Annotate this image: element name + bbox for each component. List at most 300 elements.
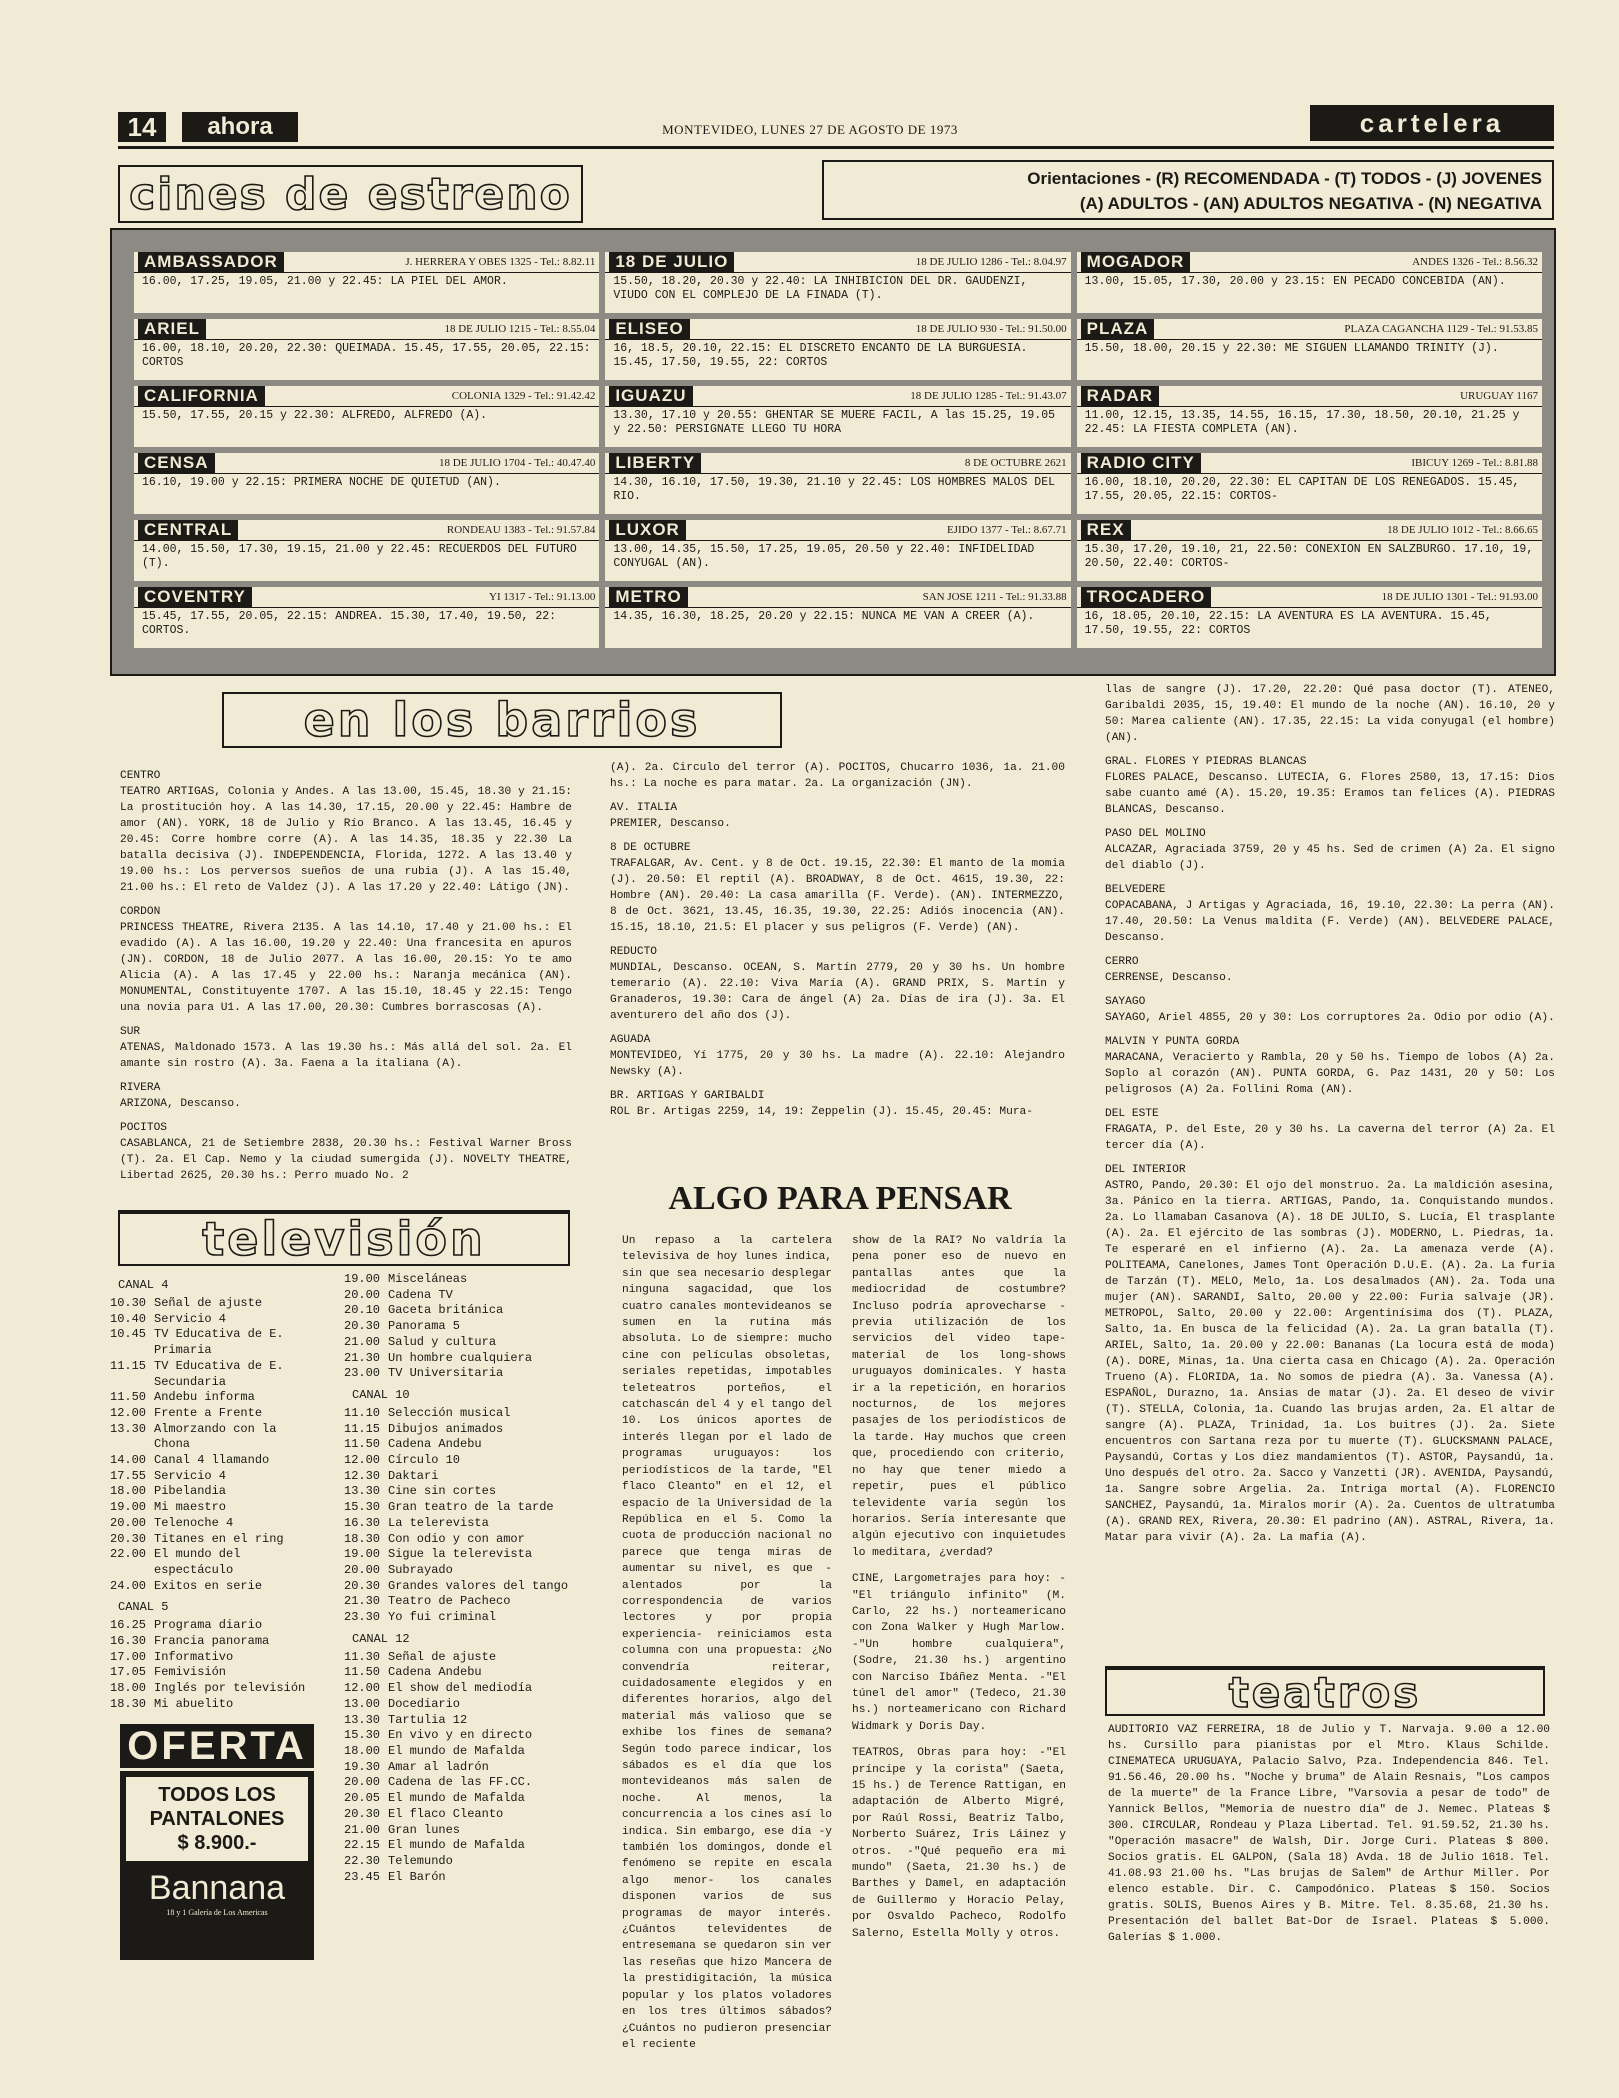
cinema-header	[134, 386, 599, 407]
tv-program-row	[344, 1272, 584, 1288]
tv-time: 11.10	[344, 1405, 381, 1420]
tv-program-row	[110, 1296, 310, 1312]
tv-program: La telerevista	[388, 1515, 489, 1530]
essay-teatros: TEATROS, Obras para hoy: -"El príncipe y la corista" (Saeta, 15 hs.) de Terence Rattigan, en adaptación de Alberto Migré, por Raúl Rossi, Beatriz Talbo, Norberto Suárez, Iris Láinez y otros. -"Qué pequeño era mi mundo" (Saeta, 21.30 hs.) de Barthes y Damel, en adaptación de Guillermo y Horacio Pelay, por Osvaldo Pacheco, Rodolfo Salerno, Estella Molly y otros.	[852, 1747, 1066, 1940]
cinema-address: 18 DE JULIO 1301 - Tel.: 91.93.00	[1381, 591, 1538, 603]
barrios-column-1	[120, 760, 572, 1184]
tv-time: 17.05	[110, 1665, 147, 1680]
barrio-heading: DEL ESTE	[1105, 1108, 1159, 1120]
barrio-heading: BR. ARTIGAS Y GARIBALDI	[610, 1090, 765, 1102]
tv-program-row	[344, 1791, 584, 1807]
cinema-name: RADAR	[1081, 386, 1159, 406]
cinema-header	[605, 453, 1070, 474]
estreno-header-box	[118, 165, 583, 223]
barrio-heading: GRAL. FLORES Y PIEDRAS BLANCAS	[1105, 756, 1307, 768]
tv-program-row	[344, 1516, 584, 1532]
tv-program-row	[110, 1547, 310, 1578]
tv-program-row	[344, 1335, 584, 1351]
tv-program-row	[110, 1406, 310, 1422]
teatros-header-box	[1105, 1666, 1545, 1716]
essay-column-2	[852, 1233, 1066, 1942]
ad-brand: Bannana	[148, 1869, 286, 1907]
cinema-listing	[1077, 252, 1542, 313]
tv-program-row	[344, 1665, 584, 1681]
cinema-name: ELISEO	[609, 319, 689, 339]
tv-program-row	[344, 1469, 584, 1485]
tv-time: 20.10	[344, 1303, 381, 1318]
tv-title: televisión	[202, 1212, 486, 1266]
tv-program-row	[110, 1516, 310, 1532]
tv-program: En vivo y en directo	[388, 1728, 533, 1743]
tv-program: El mundo de Mafalda	[388, 1743, 525, 1758]
tv-program: El mundo del espectáculo	[154, 1547, 241, 1577]
tv-program-row	[110, 1532, 310, 1548]
orientaciones-line1: Orientaciones - (R) RECOMENDADA - (T) TODOS - (J) JOVENES	[1027, 169, 1542, 188]
cinema-listing	[605, 319, 1070, 380]
barrio-listing: SAYAGO, Ariel 4855, 20 y 30: Los corruptores 2a. Odio por odio (A).	[1105, 1012, 1555, 1024]
cinema-listing	[1077, 319, 1542, 380]
cinema-address: RONDEAU 1383 - Tel.: 91.57.84	[446, 524, 596, 536]
cinema-name: CENTRAL	[138, 520, 238, 540]
cinema-name: ARIEL	[138, 319, 206, 339]
cinema-listing	[134, 252, 599, 313]
tv-program-row	[110, 1618, 310, 1634]
cinema-listing	[1077, 520, 1542, 581]
barrios-title: en los barrios	[303, 693, 701, 747]
tv-listing-left	[110, 1272, 310, 1713]
tv-program-row	[110, 1681, 310, 1697]
tv-program: El show del mediodía	[388, 1681, 533, 1696]
tv-time: 22.30	[344, 1853, 381, 1868]
tv-program: Grandes valores del tango	[388, 1578, 569, 1593]
tv-time: 15.30	[344, 1500, 381, 1515]
cinema-showtimes: 16.10, 19.00 y 22.15: PRIMERA NOCHE DE QUIETUD (AN).	[142, 476, 501, 489]
tv-program: El mundo de Mafalda	[388, 1791, 525, 1806]
tv-time: 12.00	[344, 1681, 381, 1696]
tv-time: 13.00	[344, 1696, 381, 1711]
newspaper-logo: ahora	[182, 112, 298, 142]
tv-time: 11.50	[344, 1665, 381, 1680]
cinema-address: 18 DE JULIO 1215 - Tel.: 8.55.04	[444, 323, 596, 335]
barrios-column-2	[610, 760, 1065, 1120]
barrio-heading: AV. ITALIA	[610, 802, 678, 814]
tv-program-row	[110, 1634, 310, 1650]
tv-time: 24.00	[110, 1578, 147, 1593]
tv-channel-heading: CANAL 10	[352, 1387, 410, 1402]
tv-program-row	[344, 1288, 584, 1304]
tv-program: Docediario	[388, 1696, 461, 1711]
tv-time: 20.30	[344, 1578, 381, 1593]
tv-program: Cadena Andebu	[388, 1437, 482, 1452]
tv-program-row	[344, 1406, 584, 1422]
tv-time: 13.30	[344, 1712, 381, 1727]
tv-program: Frente a Frente	[154, 1405, 263, 1420]
tv-program-row	[344, 1437, 584, 1453]
cinema-address: 8 DE OCTUBRE 2621	[964, 457, 1067, 469]
cinema-showtimes: 11.00, 12.15, 13.35, 14.55, 16.15, 17.30, 18.50, 20.10, 21.25 y 22.45: LA FIESTA COMPLETA (AN).	[1084, 409, 1520, 436]
tv-time: 19.00	[344, 1547, 381, 1562]
cinema-name: 18 DE JULIO	[609, 252, 734, 272]
tv-program-row	[344, 1807, 584, 1823]
barrio-heading: PASO DEL MOLINO	[1105, 828, 1206, 840]
tv-time: 19.30	[344, 1759, 381, 1774]
tv-program: Servicio 4	[154, 1468, 227, 1483]
cinema-header	[605, 386, 1070, 407]
tv-program-row	[110, 1579, 310, 1595]
tv-time: 18.30	[110, 1696, 147, 1711]
barrio-heading: MALVIN Y PUNTA GORDA	[1105, 1036, 1240, 1048]
essay-text-cont: show de la RAI? No valdría la pena poner eso de nuevo en pantallas antes que la mediocridad de costumbre? Incluso podría aprovecharse -previa utilización de los servicios del video tape- material de los long-shows uruguayos dominicales. Y hasta ir a la repetición, en horarios nocturnos, de los mejores pasajes de los periodísticos de la tarde. Hay muchos que creen que, procediendo con criterio, no hay que tener miedo a repetir, pues el público televidente varía según los horarios. Sería interesante que algún ejecutivo con inquietudes lo meditara, ¿verdad?	[852, 1235, 1066, 1559]
cinema-name: CALIFORNIA	[138, 386, 265, 406]
barrio-heading: CENTRO	[120, 770, 161, 782]
tv-time: 12.00	[110, 1405, 147, 1420]
tv-time: 21.00	[344, 1822, 381, 1837]
tv-program-row	[110, 1697, 310, 1713]
tv-time: 11.30	[344, 1649, 381, 1664]
tv-program-row	[344, 1610, 584, 1626]
barrio-listing: MARACANA, Veracierto y Rambla, 20 y 50 hs. Tiempo de lobos (A) 2a. Soplo al corazón (AN). PUNTA GORDA, G. Paz 1431, 20 y 50: Los peligrosos (A) 2a. Follini Roma (AN).	[1105, 1052, 1555, 1096]
tv-program: Titanes en el ring	[154, 1531, 284, 1546]
barrio-listing: CASABLANCA, 21 de Setiembre 2838, 20.30 hs.: Festival Warner Bross (T). 2a. El Cap. Nemo y la ciudad sumergida (J). NOVELTY THEATRE, Libertad 2625, 20.30 hs.: Perro muado No. 2	[120, 1138, 572, 1182]
tv-program-row	[344, 1319, 584, 1335]
cinema-header	[1077, 520, 1542, 541]
barrio-listing: TRAFALGAR, Av. Cent. y 8 de Oct. 19.15, 22.30: El manto de la momia (J). 20.50: El reptil (A). BROADWAY, 8 de Oct. 4615, 19.30, 22: Hombre (AN). 20.40: La casa amarilla (F. Verde). (AN). INTERMEZZO, 8 de Oct. 3621, 13.45, 16.35, 19.30, 22.25: Adiós inocencia (AN). 15.15, 18.10, 21.5: El placer y sus peligros (F. Verde) (AN).	[610, 858, 1065, 934]
cinema-listing	[134, 386, 599, 447]
tv-time: 16.30	[344, 1515, 381, 1530]
cinema-showtimes: 15.30, 17.20, 19.10, 21, 22.50: CONEXION EN SALZBURGO. 17.10, 19, 20.50, 22.40: CORTOS-	[1084, 543, 1534, 570]
cinema-header	[1077, 386, 1542, 407]
tv-program: Cadena TV	[388, 1287, 453, 1302]
barrio-listing: MUNDIAL, Descanso. OCEAN, S. Martín 2779, 20 y 30 hs. Un hombre temerario (A). 22.10: Viva María (A). GRAND PRIX, S. Martín y Granaderos, 19.30: Cara de ángel (A) 2a. Días de ira (J). 3a. El aventurero del año dos (J).	[610, 962, 1065, 1022]
tv-program-row	[110, 1469, 310, 1485]
cines-grid	[110, 228, 1556, 676]
ad-headline: OFERTA	[120, 1724, 314, 1771]
tv-program-row	[344, 1453, 584, 1469]
cinema-name: RADIO CITY	[1081, 453, 1201, 473]
tv-program: El Barón	[388, 1869, 446, 1884]
tv-program-row	[344, 1303, 584, 1319]
barrio-listing: llas de sangre (J). 17.20, 22.20: Qué pasa doctor (T). ATENEO, Garibaldi 2035, 15, 19.40: El mundo de la noche (AN). 16.10, 20 y 50: Marea caliente (AN). 17.35, 22.15: La vida conyugal (el hombre) (AN).	[1105, 684, 1555, 744]
cinema-address: URUGUAY 1167	[1460, 390, 1538, 402]
tv-program-row	[110, 1422, 310, 1453]
tv-time: 20.00	[110, 1515, 147, 1530]
cinema-showtimes: 14.00, 15.50, 17.30, 19.15, 21.00 y 22.45: RECUERDOS DEL FUTURO (T).	[142, 543, 577, 570]
barrio-heading: AGUADA	[610, 1034, 651, 1046]
cinema-showtimes: 16.00, 17.25, 19.05, 21.00 y 22.45: LA PIEL DEL AMOR.	[142, 275, 508, 288]
barrio-heading: CORDON	[120, 906, 161, 918]
tv-time: 14.00	[110, 1453, 147, 1468]
bannana-ad	[120, 1724, 314, 1960]
tv-program-row	[344, 1838, 584, 1854]
cinema-header	[1077, 319, 1542, 340]
cinema-name: METRO	[609, 587, 687, 607]
tv-program: Un hombre cualquiera	[388, 1350, 533, 1365]
barrio-heading: BELVEDERE	[1105, 884, 1166, 896]
tv-time: 18.30	[344, 1531, 381, 1546]
tv-time: 20.05	[344, 1791, 381, 1806]
barrio-heading: POCITOS	[120, 1122, 167, 1134]
tv-program-row	[344, 1744, 584, 1760]
tv-time: 16.30	[110, 1634, 147, 1649]
barrio-heading: SAYAGO	[1105, 996, 1146, 1008]
cinema-header	[134, 520, 599, 541]
tv-program: Sigue la telerevista	[388, 1547, 533, 1562]
tv-program-row	[344, 1594, 584, 1610]
tv-program-row	[110, 1500, 310, 1516]
tv-time: 19.00	[110, 1500, 147, 1515]
cinema-address: PLAZA CAGANCHA 1129 - Tel.: 91.53.85	[1344, 323, 1538, 335]
tv-program-row	[344, 1563, 584, 1579]
tv-program-row	[344, 1775, 584, 1791]
tv-program: Gran teatro de la tarde	[388, 1500, 554, 1515]
barrio-heading: REDUCTO	[610, 946, 657, 958]
cinema-showtimes: 14.35, 16.30, 18.25, 20.20 y 22.15: NUNCA ME VAN A CREER (A).	[613, 610, 1035, 623]
teatros-title: teatros	[1228, 1667, 1422, 1717]
essay-cine: CINE, Largometrajes para hoy: -"El triángulo infinito" (M. Carlo, 22 hs.) norteamericano con Zona Walker y Hugh Marlow. -"Un hombre cualquiera", (Sodre, 21.30 hs.) argentino con Narciso Ibáñez Menta. -"El túnel del amor" (Tedeco, 21.30 hs.) norteamericano con Richard Widmark y Doris Day.	[852, 1573, 1066, 1733]
tv-program: Gaceta británica	[388, 1303, 504, 1318]
barrio-listing: PREMIER, Descanso.	[610, 818, 731, 830]
tv-time: 21.30	[344, 1594, 381, 1609]
teatros-text: AUDITORIO VAZ FERREIRA, 18 de Julio y T. Narvaja. 9.00 a 12.00 hs. Cursillo para pianistas por el Mtro. Klaus Schilde. CINEMATECA URUGUAYA, Palacio Salvo, Pza. Independencia 846. Tel. 91.56.46, 20.00 hs. "Noche y bruma" de Alain Resnais, "Los campos de la muerte" de la France Libre, "Varsovia a pesar de todo" de Yannick Bellos, "Memoria de nuestro día" de J. Nemec. Plateas $ 300. CIRCULAR, Rondeau y Plaza Libertad. Tel. 91.59.52, 21.30 hs. "Operación masacre" de Walsh, Dir. Jorge Curi. Plateas $ 800. Socios gratis. EL GALPON, (Sala 18) Avda. 18 de Julio 1618. Tel. 41.08.93 21.00 hs. "Las brujas de Salem" de Arthur Miller. Por elenco estable. Dir. C. Campodónico. Plateas $ 150. Socios gratis. SOLIS, Buenos Aires y B. Mitre. Tel. 8.35.68, 21.30 hs. Presentación del ballet Bat-Dor de Israel. Plateas $ 5.000. Galerías $ 1.000.	[1108, 1724, 1550, 1944]
estreno-title: cines de estreno	[129, 168, 572, 220]
tv-time: 22.00	[110, 1547, 147, 1562]
tv-time: 21.00	[344, 1334, 381, 1349]
tv-time: 11.50	[344, 1437, 381, 1452]
tv-program: Dibujos animados	[388, 1421, 504, 1436]
tv-program: Programa diario	[154, 1618, 263, 1633]
tv-time: 13.30	[344, 1484, 381, 1499]
cinema-listing	[134, 453, 599, 514]
barrio-heading: SUR	[120, 1026, 141, 1038]
barrio-listing: ALCAZAR, Agraciada 3759, 20 y 45 hs. Sed de crimen (A) 2a. El signo del diablo (J).	[1105, 844, 1555, 872]
tv-time: 23.00	[344, 1366, 381, 1381]
barrio-listing: PRINCESS THEATRE, Rivera 2135. A las 14.10, 17.40 y 21.00 hs.: El evadido (A). A las 16.00, 19.20 y 22.40: Una francesita en apuros (JN). CORDON, 18 de Julio 2077. A las 16.00, 20.15: Yo te amo Alicia (A). A las 17.45 y 22.00 hs.: Naranja mecánica (AN). MONUMENTAL, Constituyente 1707. A las 15.10, 18.45 y 22.15: Tengo una novia para U1. A las 17.00, 20.30: Cumbres borrascosas (A).	[120, 922, 572, 1014]
tv-program-row	[344, 1422, 584, 1438]
cinema-showtimes: 16.00, 18.10, 20.20, 22.30: EL CAPITAN DE LOS RENEGADOS. 15.45, 17.55, 20.05, 22.15: CORTOS-	[1084, 476, 1520, 503]
tv-program: Misceláneas	[388, 1272, 468, 1286]
barrio-heading: RIVERA	[120, 1082, 161, 1094]
cinema-showtimes: 16, 18.05, 20.10, 22.15: LA AVENTURA ES LA AVENTURA. 15.45, 17.50, 19.55, 22: CORTOS	[1084, 610, 1492, 637]
cinema-showtimes: 14.30, 16.10, 17.50, 19.30, 21.10 y 22.45: LOS HOMBRES MALOS DEL RIO.	[613, 476, 1055, 503]
tv-time: 20.30	[344, 1806, 381, 1821]
tv-program: Canal 4 llamando	[154, 1453, 270, 1468]
tv-program: Exitos en serie	[154, 1578, 263, 1593]
tv-program-row	[110, 1390, 310, 1406]
tv-time: 20.30	[110, 1531, 147, 1546]
tv-program: Subrayado	[388, 1562, 453, 1577]
cinema-address: SAN JOSE 1211 - Tel.: 91.33.88	[922, 591, 1067, 603]
tv-program: Señal de ajuste	[154, 1296, 263, 1310]
tv-time: 22.15	[344, 1838, 381, 1853]
tv-program-row	[344, 1681, 584, 1697]
tv-program-row	[110, 1327, 310, 1358]
page-number: 14	[118, 112, 166, 142]
tv-program-row	[344, 1547, 584, 1563]
cinema-showtimes: 15.50, 17.55, 20.15 y 22.30: ALFREDO, ALFREDO (A).	[142, 409, 488, 422]
tv-program: Panorama 5	[388, 1319, 461, 1334]
tv-program-row	[110, 1484, 310, 1500]
cinema-showtimes: 15.45, 17.55, 20.05, 22.15: ANDREA. 15.30, 17.40, 19.50, 22: CORTOS.	[142, 610, 557, 637]
tv-program: Amar al ladrón	[388, 1759, 489, 1774]
tv-program-row	[344, 1823, 584, 1839]
tv-program: TV Universitaria	[388, 1366, 504, 1381]
tv-program-row	[110, 1650, 310, 1666]
cinema-header	[134, 587, 599, 608]
tv-program: Teatro de Pacheco	[388, 1594, 511, 1609]
tv-program: Almorzando con la Chona	[154, 1421, 277, 1452]
cinema-address: 18 DE JULIO 1012 - Tel.: 8.66.65	[1387, 524, 1538, 536]
cinema-name: CENSA	[138, 453, 215, 473]
cinema-header	[605, 520, 1070, 541]
cinema-address: YI 1317 - Tel.: 91.13.00	[489, 591, 596, 603]
essay-column-1: Un repaso a la cartelera televisiva de hoy lunes indica, sin que sea necesario desplegar ninguna sagacidad, que los cuatro canales montevideanos se sumen en la rutina más absoluta. Lo de siempre: mucho cine con películas obsoletas, seriales repetidas, impotables teleteatros porteños, el catchascán del 4 y el tango del 10. Los únicos aportes de interés llegan por el lado de programas uruguayos: los periodísticos de la tarde, "El flaco Cleanto" en el 12, el espacio de la Universidad de la República en el 5. Como la cuota de producción nacional no parece que tenga miras de aumentar su nivel, es que -alentados por la correspondencia de varios lectores y por propia experiencia- reiniciamos esta columna con una propuesta: ¿No convendría reiterar, cuidadosamente elegidos y en diferentes horarios, algo del material más valioso que se exhibe los fines de semana? Según todo parece indicar, los sábados es el día que los montevideanos más salen de noche. Al menos, la concurrencia a los cines así lo indica. Sin embargo, ese día -y también los domingos, donde el fenómeno se repite en escala algo menor- los canales disponen varios de sus programas de mayor interés. ¿Cuántos televidentes de entresemana se quedaron sin ver las reseñas que hizo Mancera de la prestidigitación, la música popular y los platos voladores en los tres últimos sábados? ¿Cuántos no pudieron presenciar el reciente	[622, 1235, 832, 2051]
tv-time: 18.00	[344, 1743, 381, 1758]
barrio-listing: ASTRO, Pando, 20.30: El ojo del monstruo. 2a. La maldición asesina, 3a. Pánico en la tierra. ARTIGAS, Pando, 1a. Conquistando mundos. 2a. Lo llamaban Casanova (A). 18 DE JULIO, S. Lucía, El trasplante (A). 2a. El ejército de las sombras (J). MODERNO, L. Piedras, 1a. Te esperaré en el infierno (A). 2a. La amenaza verde (A). POLITEAMA, Canelones, James Tont Operación D.U.E. (A). 2a. La furia de Tarzán (T). MELO, Melo, 1a. Los desalmados (AN). 2a. Toda una mujer (AN). SARANDI, Salto, 20.00 y 22.00: Furia salvaje (JR). METROPOL, Salto, 20.00 y 22.00: Argentinísima dos (T). PLAZA, Salto, 1a. En busca de la felicidad (A). 2a. La gran batalla (T). ARIEL, Salto, 1a. 20.00 y 22.00: Bananas (La locura está de moda) (A). DORE, Minas, 1a. Una cierta casa en Chicago (A). 2a. Operación Trueno (A). FLORIDA, 1a. No somos de piedra (A). 3a. Vanessa (A). ESPAÑOL, Durazno, 1a. Ansias de matar (J). 2a. El deseo de vivir (T). STELLA, Colonia, 1a. Cuando las brujas arden, 2a. El altar de sangre (A). PLAZA, Trinidad, 1a. Los buitres (J). 2a. Siete encuentros con Sartana reza por tu muerte (T). GLUCKSMANN PALACE, Paysandú, Cortas y Los diez mandamientos (T). ASTOR, Paysandú, 1a. Uno después del otro. 2a. Sacco y Vanzetti (JR). AVENIDA, Paysandú, 1a. Sangre sobre Argelia. 2a. Intriga mortal (A). FLORENCIO SANCHEZ, Paysandú, 1a. Miralos morir (A). 2a. Cuentos de ultratumba (A). GRAND REX, Rivera, 20.30: El padrino (AN). ASTRAL, Rivera, 1a. Matar para vivir (A). 2a. La mafia (A).	[1105, 1180, 1555, 1544]
barrio-listing: ROL Br. Artigas 2259, 14, 19: Zeppelin (J). 15.45, 20.45: Mura-	[610, 1106, 1033, 1118]
tv-program: Pibelandia	[154, 1484, 227, 1499]
tv-program: Yo fui criminal	[388, 1610, 497, 1625]
cinema-listing	[605, 386, 1070, 447]
tv-program-row	[110, 1312, 310, 1328]
tv-program: Femivisión	[154, 1665, 227, 1680]
cinema-showtimes: 15.50, 18.20, 20.30 y 22.40: LA INHIBICION DEL DR. GAUDENZI, VIUDO CON EL COMPLEJO DE LA FINADA (T).	[613, 275, 1028, 302]
tv-time: 18.00	[110, 1484, 147, 1499]
barrio-listing: TEATRO ARTIGAS, Colonia y Andes. A las 13.00, 15.45, 18.30 y 21.15: La prostitución hoy. A las 14.30, 17.15, 20.00 y 22.45: Hambre de amor (AN). YORK, 18 de Julio y Río Branco. A las 13.45, 16.45 y 20.45: Corre hombre corre (A). A las 14.35, 18.35 y 22.30 La batalla decisiva (J). INDEPENDENCIA, Florida, 1272. A las 13.40 y 19.00 hs.: Los perversos sueños de una rubia (J). A las 15.40, 21.00 hs.: El reto de Valdez (J). A las 17.20 y 22.40: Látigo (JN).	[120, 786, 572, 894]
tv-time: 20.00	[344, 1287, 381, 1302]
ad-price: $ 8.900.-	[177, 1832, 257, 1854]
cinema-listing	[605, 520, 1070, 581]
tv-program: TV Educativa de E. Secundaria	[154, 1358, 284, 1389]
tv-program: Servicio 4	[154, 1311, 227, 1326]
tv-program-row	[344, 1484, 584, 1500]
ad-offer	[126, 1777, 308, 1861]
cinema-name: REX	[1081, 520, 1131, 540]
tv-program: Tartulia 12	[388, 1712, 468, 1727]
cinema-showtimes: 13.00, 14.35, 15.50, 17.25, 19.05, 20.50 y 22.40: INFIDELIDAD CONYUGAL (AN).	[613, 543, 1035, 570]
tv-time: 17.55	[110, 1468, 147, 1483]
tv-time: 11.50	[110, 1390, 147, 1405]
tv-time: 12.00	[344, 1453, 381, 1468]
tv-time: 23.30	[344, 1610, 381, 1625]
tv-time: 13.30	[110, 1421, 147, 1436]
ad-address: 18 y 1 Galería de Los Americas	[166, 1908, 268, 1917]
cinema-address: 18 DE JULIO 930 - Tel.: 91.50.00	[915, 323, 1067, 335]
cinema-listing	[1077, 587, 1542, 648]
masthead-rule	[118, 146, 1554, 149]
tv-program-row	[344, 1728, 584, 1744]
cinema-address: ANDES 1326 - Tel.: 8.56.32	[1412, 256, 1538, 268]
tv-program: Telenoche 4	[154, 1515, 234, 1530]
section-title: cartelera	[1310, 105, 1554, 141]
barrio-heading: 8 DE OCTUBRE	[610, 842, 691, 854]
dateline: MONTEVIDEO, LUNES 27 DE AGOSTO DE 1973	[662, 122, 958, 137]
tv-program-row	[344, 1532, 584, 1548]
cinema-header	[134, 453, 599, 474]
tv-program: Andebu informa	[154, 1390, 255, 1405]
tv-program-row	[110, 1359, 310, 1390]
cinema-address: J. HERRERA Y OBES 1325 - Tel.: 8.82.11	[405, 256, 596, 268]
tv-time: 20.30	[344, 1319, 381, 1334]
cinema-address: 18 DE JULIO 1285 - Tel.: 91.43.07	[910, 390, 1067, 402]
tv-time: 18.00	[110, 1681, 147, 1696]
cinema-header	[134, 319, 599, 340]
tv-time: 11.15	[344, 1421, 381, 1436]
barrio-listing: ARIZONA, Descanso.	[120, 1098, 241, 1110]
tv-listing-right	[344, 1272, 584, 1885]
tv-program: Mi maestro	[154, 1500, 227, 1515]
tv-program: El mundo de Mafalda	[388, 1838, 525, 1853]
tv-program: Con odio y con amor	[388, 1531, 525, 1546]
tv-program-row	[110, 1665, 310, 1681]
cinema-name: LIBERTY	[609, 453, 701, 473]
tv-time: 21.30	[344, 1350, 381, 1365]
tv-program: Francia panorama	[154, 1634, 270, 1649]
tv-program: Informativo	[154, 1649, 234, 1664]
tv-time: 16.25	[110, 1618, 147, 1633]
cinema-name: PLAZA	[1081, 319, 1155, 339]
barrio-listing: (A). 2a. Circulo del terror (A). POCITOS, Chucarro 1036, 1a. 21.00 hs.: La noche es para matar. 2a. La organización (JN).	[610, 762, 1065, 790]
tv-program: Daktari	[388, 1468, 439, 1483]
tv-program-row	[344, 1579, 584, 1595]
tv-time: 19.00	[344, 1272, 381, 1286]
barrio-listing: CERRENSE, Descanso.	[1105, 972, 1233, 984]
tv-channel-heading: CANAL 5	[118, 1600, 169, 1615]
cinema-listing	[134, 587, 599, 648]
tv-time: 10.45	[110, 1327, 147, 1342]
cinema-address: 18 DE JULIO 1704 - Tel.: 40.47.40	[438, 457, 596, 469]
cinema-address: IBICUY 1269 - Tel.: 8.81.88	[1411, 457, 1538, 469]
cinema-header	[134, 252, 599, 273]
barrios-header-box	[222, 692, 782, 748]
cinema-listing	[605, 453, 1070, 514]
tv-program: Salud y cultura	[388, 1334, 497, 1349]
tv-program: Cadena Andebu	[388, 1665, 482, 1680]
cinema-listing	[1077, 386, 1542, 447]
tv-time: 23.45	[344, 1869, 381, 1884]
barrio-listing: ATENAS, Maldonado 1573. A las 19.30 hs.: Más allá del sol. 2a. El amante sin rostro (A). 3a. Faena a la italiana (A).	[120, 1042, 572, 1070]
barrio-listing: COPACABANA, J Artigas y Agraciada, 16, 19.10, 22.30: La perra (AN). 17.40, 20.50: La Venus maldita (F. Verde) (AN). BELVEDERE PALACE, Descanso.	[1105, 900, 1555, 944]
cinema-header	[605, 252, 1070, 273]
cinema-name: MOGADOR	[1081, 252, 1191, 272]
cinema-listing	[1077, 453, 1542, 514]
cinema-listing	[605, 587, 1070, 648]
tv-program-row	[344, 1854, 584, 1870]
tv-time: 11.15	[110, 1358, 147, 1373]
tv-program: El flaco Cleanto	[388, 1806, 504, 1821]
cinema-name: AMBASSADOR	[138, 252, 284, 272]
cinema-header	[1077, 252, 1542, 273]
tv-program: Selección musical	[388, 1405, 511, 1420]
tv-program-row	[344, 1351, 584, 1367]
tv-program: Telemundo	[388, 1853, 453, 1868]
cinema-header	[1077, 453, 1542, 474]
tv-program-row	[344, 1697, 584, 1713]
barrio-heading: DEL INTERIOR	[1105, 1164, 1186, 1176]
tv-time: 20.00	[344, 1775, 381, 1790]
cinema-header	[605, 587, 1070, 608]
tv-header-box	[118, 1210, 570, 1266]
essay-title: ALGO PARA PENSAR	[668, 1180, 1012, 1217]
cinema-name: COVENTRY	[138, 587, 252, 607]
tv-program-row	[344, 1366, 584, 1382]
tv-channel-heading: CANAL 4	[118, 1278, 169, 1292]
cinema-name: LUXOR	[609, 520, 686, 540]
tv-program: Gran lunes	[388, 1822, 461, 1837]
cinema-listing	[134, 520, 599, 581]
tv-program: Señal de ajuste	[388, 1649, 497, 1664]
tv-time: 20.00	[344, 1562, 381, 1577]
cinema-showtimes: 15.50, 18.00, 20.15 y 22.30: ME SIGUEN LLAMANDO TRINITY (J).	[1084, 342, 1499, 355]
